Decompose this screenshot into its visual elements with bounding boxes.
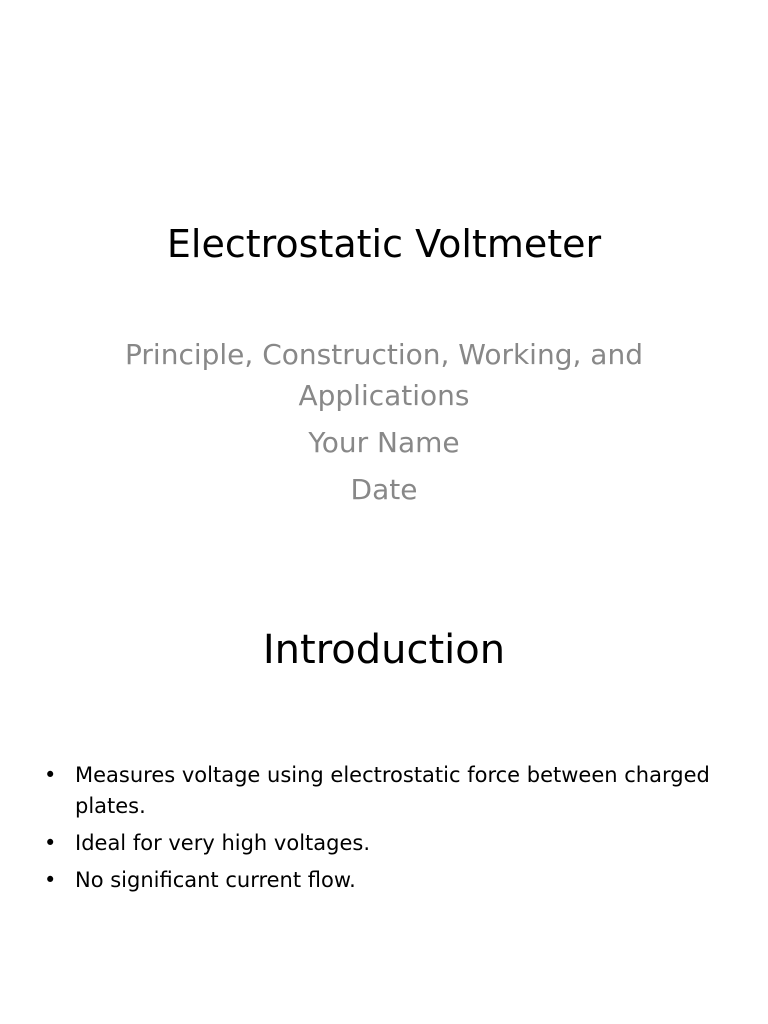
bullet-icon: • — [44, 831, 57, 855]
subtitle-topics: Principle, Construction, Working, and Applications — [125, 338, 643, 412]
list-item — [40, 760, 720, 822]
subtitle-date: Date — [350, 473, 418, 506]
bullet-icon: • — [44, 868, 57, 892]
list-item — [40, 828, 720, 859]
subtitle-author: Your Name — [308, 426, 460, 459]
section-heading: Introduction — [262, 627, 506, 673]
bullet-text: Measures voltage using electrostatic force between charged plates. — [75, 763, 710, 818]
bullet-icon: • — [44, 763, 57, 787]
bullet-list — [40, 760, 720, 902]
bullet-text: Ideal for very high voltages. — [75, 831, 370, 855]
bullet-text: No significant current flow. — [75, 868, 356, 892]
subtitle-block — [60, 334, 708, 516]
list-item — [40, 865, 720, 896]
slide-title: Electrostatic Voltmeter — [166, 222, 602, 266]
